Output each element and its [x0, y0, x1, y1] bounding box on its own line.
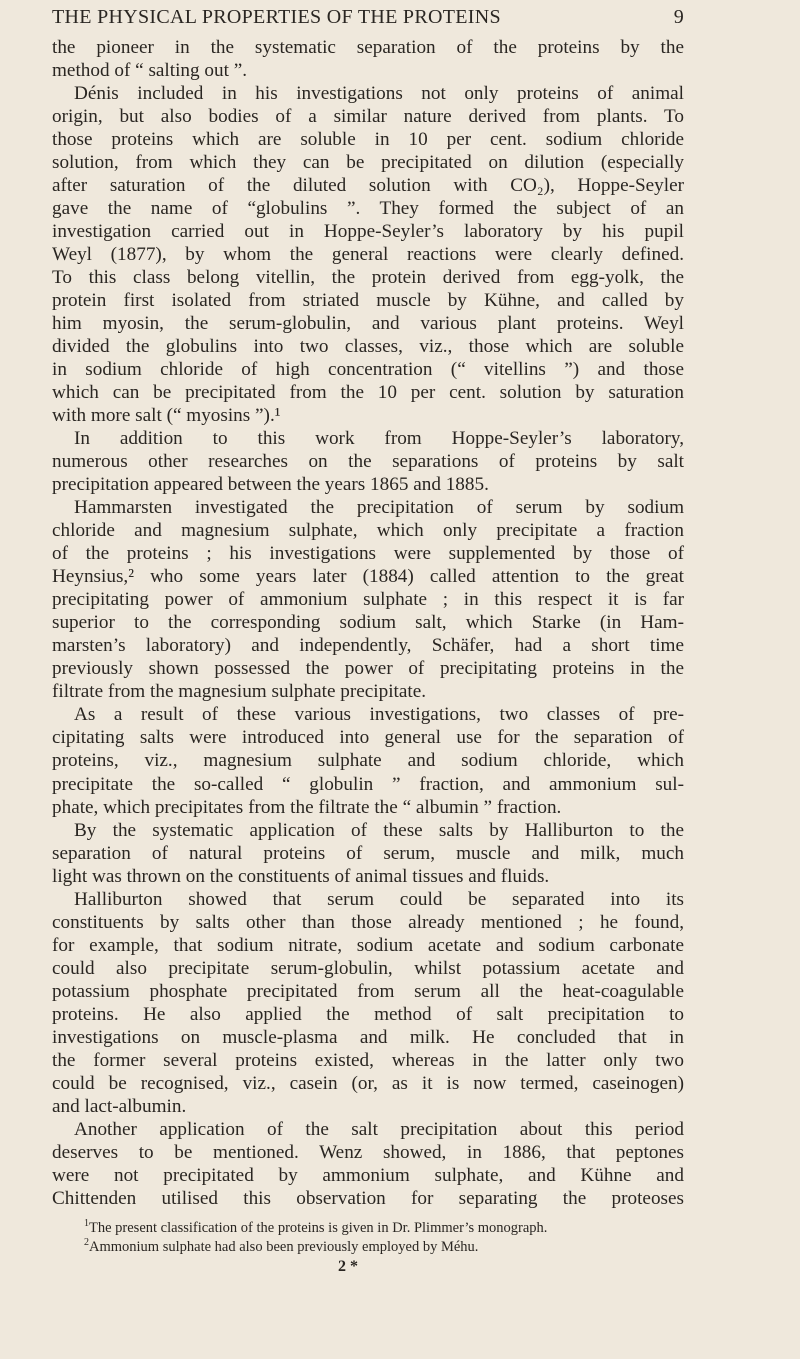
text-line: cipitating salts were introduced into general use for the separation of — [52, 727, 684, 749]
text-line: could also precipitate serum-globulin, whilst potassium acetate and — [52, 957, 684, 979]
text-line: constituents by salts other than those already mentioned ; he found, — [52, 911, 684, 933]
text-line: could be recognised, viz., casein (or, as it is now termed, caseinogen) — [52, 1072, 684, 1094]
text-line: phate, which precipitates from the filtrate the “ albumin ” fraction. — [52, 796, 562, 818]
signature-mark: 2 * — [338, 1258, 358, 1275]
text-line: gave the name of “globulins ”. They formed the subject of an — [52, 198, 684, 220]
footnote-2 — [84, 1238, 478, 1257]
text-line: after saturation of the diluted solution with CO₂), Hoppe-Seyler — [52, 175, 684, 197]
footnote-mark: 2 — [84, 1237, 89, 1248]
text-line: superior to the corresponding sodium salt, which Starke (in Ham- — [52, 612, 684, 634]
text-line: filtrate from the magnesium sulphate precipitate. — [52, 681, 427, 703]
text-line: precipitate the so-called “ globulin ” fraction, and ammonium sul- — [52, 773, 684, 795]
text-line: separation of natural proteins of serum, muscle and milk, much — [52, 842, 684, 864]
text-line: origin, but also bodies of a similar nature derived from plants. To — [52, 106, 684, 128]
text-line: Hammarsten investigated the precipitation of serum by sodium — [74, 497, 684, 519]
text-line: marsten’s laboratory) and independently, Schäfer, had a short time — [52, 635, 684, 657]
text-line: and lact-albumin. — [52, 1095, 187, 1117]
text-line: which can be precipitated from the 10 per cent. solution by saturation — [52, 382, 684, 404]
page-number: 9 — [673, 6, 684, 28]
text-line: the former several proteins existed, whereas in the latter only two — [52, 1049, 684, 1071]
footnote-text: Ammonium sulphate had also been previously employed by Méhu. — [89, 1239, 479, 1255]
text-line: To this class belong vitellin, the protein derived from egg-yolk, the — [52, 267, 684, 289]
text-line: proteins, viz., magnesium sulphate and sodium chloride, which — [52, 750, 684, 772]
text-line: for example, that sodium nitrate, sodium acetate and sodium carbonate — [52, 934, 684, 956]
running-title: THE PHYSICAL PROPERTIES OF THE PROTEINS — [52, 6, 501, 28]
text-line: Heynsius,² who some years later (1884) called attention to the great — [52, 566, 684, 588]
body-text — [52, 36, 684, 1210]
text-line: precipitation appeared between the years 1865 and 1885. — [52, 474, 489, 496]
footnote-text: The present classification of the proteins is given in Dr. Plimmer’s monograph. — [89, 1220, 548, 1236]
text-line: Dénis included in his investigations not only proteins of animal — [74, 83, 684, 105]
text-line: As a result of these various investigations, two classes of pre- — [74, 704, 684, 726]
text-line: chloride and magnesium sulphate, which only precipitate a fraction — [52, 520, 684, 542]
text-line: By the systematic application of these salts by Halliburton to the — [74, 819, 684, 841]
text-line: deserves to be mentioned. Wenz showed, in 1886, that peptones — [52, 1141, 684, 1163]
text-line: investigations on muscle-plasma and milk. He concluded that in — [52, 1026, 684, 1048]
text-line: Halliburton showed that serum could be separated into its — [74, 888, 684, 910]
text-line: solution, from which they can be precipitated on dilution (especially — [52, 152, 684, 174]
text-line: light was thrown on the constituents of animal tissues and fluids. — [52, 865, 550, 887]
text-line: with more salt (“ myosins ”).¹ — [52, 405, 281, 427]
text-line: protein first isolated from striated muscle by Kühne, and called by — [52, 290, 684, 312]
text-line: previously shown possessed the power of precipitating proteins in the — [52, 658, 684, 680]
text-line: potassium phosphate precipitated from serum all the heat-coagulable — [52, 980, 684, 1002]
text-line: the pioneer in the systematic separation of the proteins by the — [52, 37, 684, 58]
text-line: divided the globulins into two classes, viz., those which are soluble — [52, 336, 684, 358]
footnote-1 — [84, 1219, 547, 1238]
text-line: of the proteins ; his investigations were supplemented by those of — [52, 543, 684, 565]
text-line: precipitating power of ammonium sulphate ; in this respect it is far — [52, 589, 684, 611]
footnote-mark: 1 — [84, 1218, 89, 1229]
text-line: Chittenden utilised this observation for separating the proteoses — [52, 1187, 684, 1209]
text-line: those proteins which are soluble in 10 per cent. sodium chloride — [52, 129, 684, 151]
text-line: were not precipitated by ammonium sulphate, and Kühne and — [52, 1164, 684, 1186]
text-line: Another application of the salt precipitation about this period — [74, 1118, 684, 1140]
running-header — [52, 6, 684, 29]
text-line: proteins. He also applied the method of salt precipitation to — [52, 1003, 684, 1025]
text-line: him myosin, the serum-globulin, and various plant proteins. Weyl — [52, 313, 684, 335]
text-line: method of “ salting out ”. — [52, 60, 248, 82]
text-line: numerous other researches on the separations of proteins by salt — [52, 451, 684, 473]
text-line: investigation carried out in Hoppe-Seyler’s laboratory by his pupil — [52, 221, 684, 243]
text-line: Weyl (1877), by whom the general reactions were clearly defined. — [52, 244, 684, 266]
text-line: in sodium chloride of high concentration (“ vitellins ”) and those — [52, 359, 684, 381]
text-line: In addition to this work from Hoppe-Seyler’s laboratory, — [74, 428, 684, 450]
